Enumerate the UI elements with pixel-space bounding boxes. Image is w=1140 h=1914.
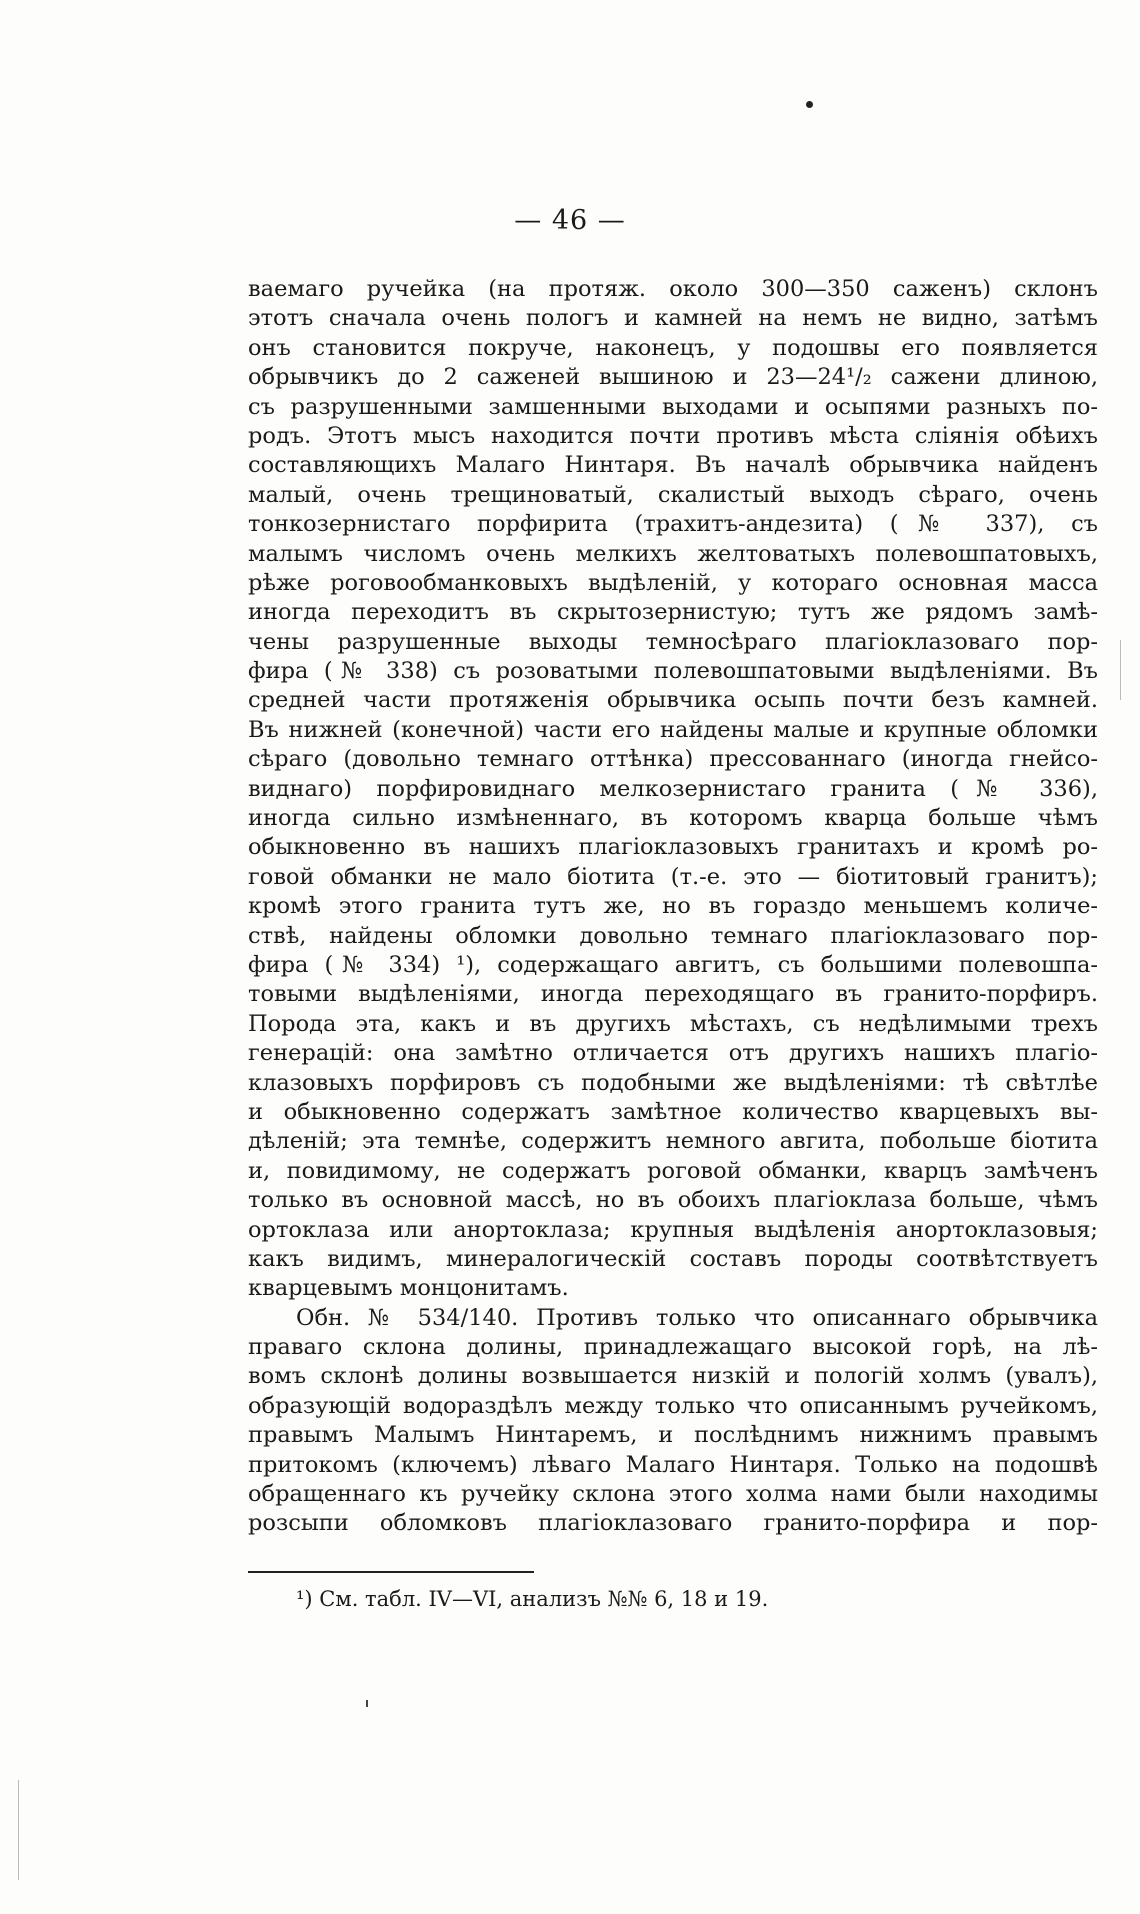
text-line: говой обманки не мало бiотита (т.-е. это — бiотитовый гранитъ); bbox=[248, 863, 1098, 890]
text-line: только въ основной массѣ, но въ обоихъ плагiоклаза больше, чѣмъ bbox=[248, 1187, 1098, 1214]
text-line: какъ видимъ, минералогическiй составъ породы соотвѣтствуетъ bbox=[248, 1245, 1098, 1272]
text-line: и, повидимому, не содержатъ роговой обманки, кварцъ замѣченъ bbox=[248, 1157, 1098, 1184]
text-line: ваемаго ручейка (на протяж. около 300—350 саженъ) склонъ bbox=[248, 276, 1098, 302]
footnote: ¹) См. табл. IV—VI, анализъ №№ 6, 18 и 19. bbox=[296, 1587, 769, 1611]
text-line: товыми выдѣленiями, иногда переходящаго въ гранито-порфиръ. bbox=[248, 981, 1098, 1008]
ink-speck bbox=[366, 1700, 368, 1707]
text-line: фира (№ 338) съ розоватыми полевошпатовыми выдѣленiями. Въ bbox=[248, 658, 1098, 685]
text-line: кварцевымъ монцонитамъ. bbox=[248, 1275, 569, 1302]
text-line: сѣраго (довольно темнаго оттѣнка) прессованнаго (иногда гнейсо- bbox=[248, 746, 1098, 773]
text-line: обращеннаго къ ручейку склона этого холма нами были находимы bbox=[248, 1481, 1098, 1508]
ink-dot bbox=[806, 101, 813, 108]
text-line: ортоклаза или анортоклаза; крупныя выдѣленiя анортоклазовыя; bbox=[248, 1216, 1098, 1243]
text-line: Порода эта, какъ и въ другихъ мѣстахъ, съ недѣлимыми трехъ bbox=[248, 1010, 1098, 1037]
text-line: ствѣ, найдены обломки довольно темнаго плагiоклазоваго пор- bbox=[248, 922, 1098, 949]
text-line: и обыкновенно содержатъ замѣтное количество кварцевыхъ вы- bbox=[248, 1098, 1098, 1125]
text-line: образующiй водораздѣлъ между только что описаннымъ ручейкомъ, bbox=[248, 1392, 1098, 1419]
text-line: обыкновенно въ нашихъ плагiоклазовыхъ гранитахъ и кромѣ ро- bbox=[248, 834, 1098, 861]
text-line: розсыпи обломковъ плагiоклазоваго гранито-порфира и пор- bbox=[248, 1510, 1098, 1537]
text-line: обрывчикъ до 2 саженей вышиною и 23—24¹/₂ сажени длиною, bbox=[248, 364, 1098, 391]
footnote-rule bbox=[248, 1571, 534, 1573]
text-line: кромѣ этого гранита тутъ же, но въ гораздо меньшемъ количе- bbox=[248, 893, 1098, 920]
text-line: вомъ склонѣ долины возвышается низкiй и пологiй холмъ (увалъ), bbox=[248, 1363, 1098, 1390]
text-line: этотъ сначала очень пологъ и камней на немъ не видно, затѣмъ bbox=[248, 305, 1098, 332]
text-line: чены разрушенные выходы темносѣраго плагiоклазоваго пор- bbox=[248, 628, 1098, 655]
text-line: Въ нижней (конечной) части его найдены малые и крупные обломки bbox=[248, 716, 1098, 743]
text-line: съ разрушенными замшенными выходами и осыпями разныхъ по- bbox=[248, 393, 1098, 420]
page-edge-mark bbox=[18, 1780, 19, 1880]
page-number: — 46 — bbox=[514, 205, 626, 236]
text-line: рѣже роговообманковыхъ выдѣленiй, у котораго основная масса bbox=[248, 569, 1098, 596]
text-line: притокомъ (ключемъ) лѣваго Малаго Нинтаря. Только на подошвѣ bbox=[248, 1451, 1098, 1478]
text-line: малый, очень трещиноватый, скалистый выходъ сѣраго, очень bbox=[248, 481, 1098, 508]
text-line: тонкозернистаго порфирита (трахитъ-андезита) (№ 337), съ bbox=[248, 511, 1098, 538]
page-edge-mark bbox=[1120, 640, 1121, 700]
text-line: генерацiй: она замѣтно отличается отъ другихъ нашихъ плагiо- bbox=[248, 1040, 1098, 1067]
text-line: виднаго) порфировиднаго мелкозернистаго гранита (№ 336), bbox=[248, 775, 1098, 802]
text-line: иногда сильно измѣненнаго, въ которомъ кварца больше чѣмъ bbox=[248, 805, 1098, 832]
text-line: правымъ Малымъ Нинтаремъ, и послѣднимъ нижнимъ правымъ bbox=[248, 1422, 1098, 1449]
text-line: родъ. Этотъ мысъ находится почти противъ мѣста слiянiя обѣихъ bbox=[248, 422, 1098, 449]
text-line: иногда переходитъ въ скрытозернистую; тутъ же рядомъ замѣ- bbox=[248, 599, 1098, 626]
text-line: средней части протяженiя обрывчика осыпь почти безъ камней. bbox=[248, 687, 1098, 714]
text-line: онъ становится покруче, наконецъ, у подошвы его появляется bbox=[248, 334, 1098, 361]
text-line: составляющихъ Малаго Нинтаря. Въ началѣ обрывчика найденъ bbox=[248, 452, 1098, 479]
text-line: клазовыхъ порфировъ съ подобными же выдѣленiями: тѣ свѣтлѣе bbox=[248, 1069, 1098, 1096]
text-line: Обн. № 534/140. Противъ только что описаннаго обрывчика bbox=[296, 1304, 1098, 1331]
text-line: праваго склона долины, принадлежащаго высокой горѣ, на лѣ- bbox=[248, 1334, 1098, 1361]
body-text bbox=[248, 275, 1098, 1539]
text-line: фира (№ 334) ¹), содержащаго авгитъ, съ большими полевошпа- bbox=[248, 951, 1098, 978]
text-line: малымъ числомъ очень мелкихъ желтоватыхъ полевошпатовыхъ, bbox=[248, 540, 1098, 567]
text-line: дѣленiй; эта темнѣе, содержитъ немного авгита, побольше бiотита bbox=[248, 1128, 1098, 1155]
